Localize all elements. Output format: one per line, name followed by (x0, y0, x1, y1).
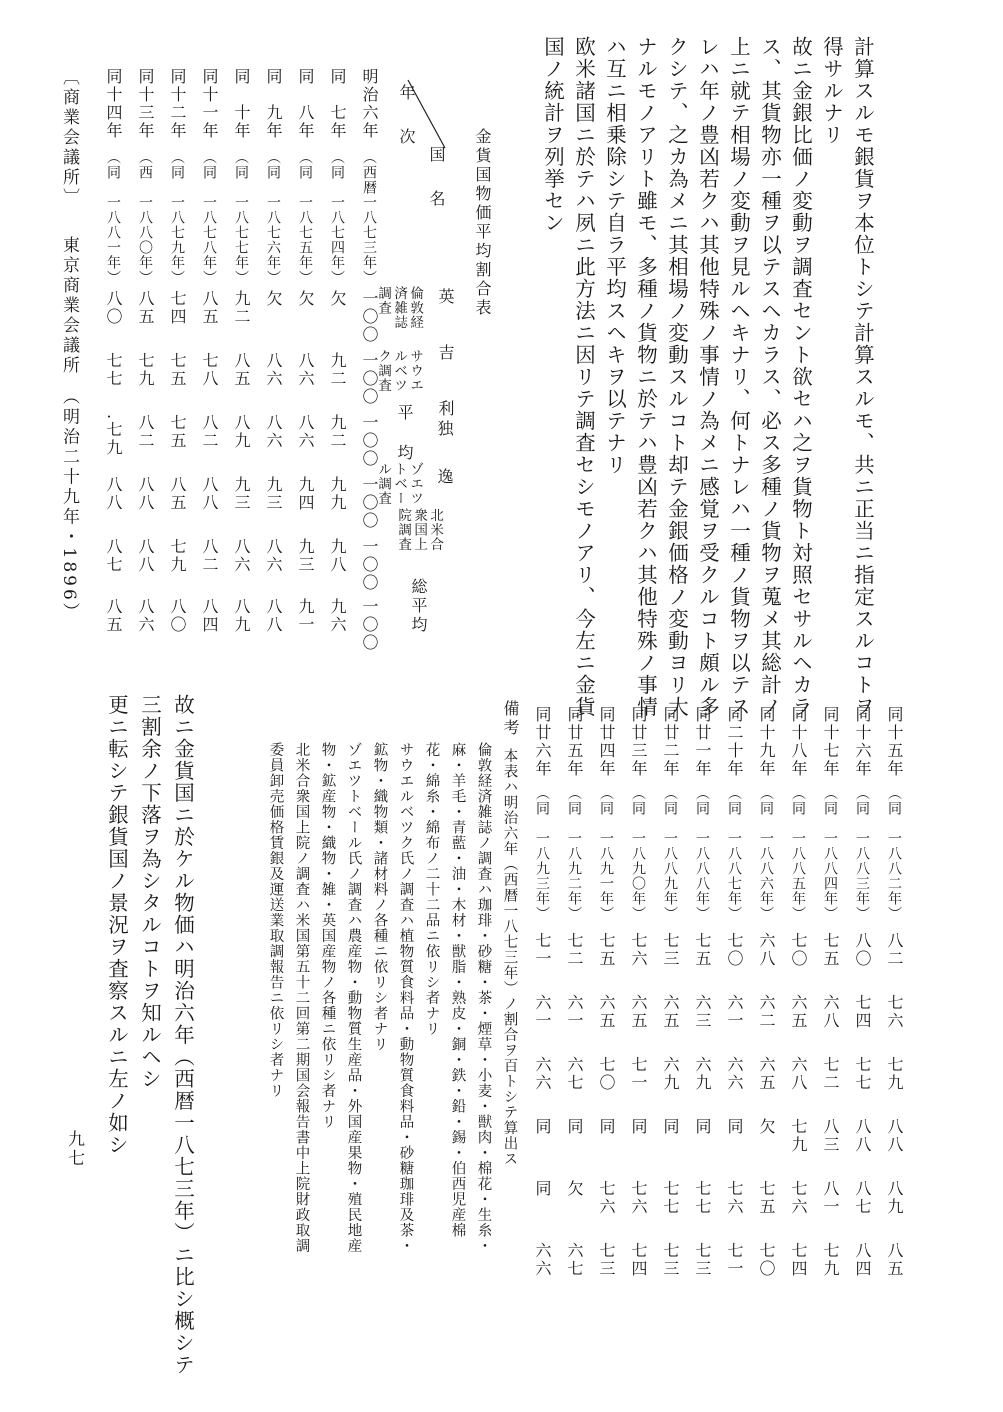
row-average: 八二 (136, 414, 155, 450)
row-western-year: （同 一八八八年） (694, 786, 710, 921)
row-london: 一〇〇 (360, 290, 379, 344)
row-usa: 八六 (232, 538, 251, 574)
row-usa: 八七 (853, 1180, 872, 1216)
row-usa: 九八 (328, 538, 347, 574)
top-line-6: レハ年ノ豊凶若クハ其他特殊ノ事情ノ為メニ感覚ヲ受クルコト頗ル多 (695, 36, 720, 718)
row-western-year: （同 一八八七年） (726, 786, 742, 921)
row-total: 七一 (725, 1242, 744, 1278)
row-soetbeer: 九三 (232, 476, 251, 512)
row-sauer: 六三 (693, 994, 712, 1030)
row-year: 同十四年 (104, 68, 123, 140)
row-year: 同廿一年 (693, 706, 712, 778)
row-average: 八六 (264, 414, 283, 450)
row-sauer: 九二 (328, 352, 347, 388)
row-london: 欠 (296, 290, 315, 308)
row-sauer: 七九 (136, 352, 155, 388)
top-line-7: クシテ、之カ為メニ其相場ノ変動スルコト却テ金銀価格ノ変動ヨリ大 (664, 36, 689, 718)
row-sauer: 六五 (629, 994, 648, 1030)
row-average: 六八 (789, 1056, 808, 1092)
notes-line: 麻・羊毛・青藍・油・木材・獣脂・熟皮・銅・鉄・鉛・錫・伯西児産棉 (449, 742, 466, 1238)
row-western-year: （同 一八八九年） (662, 786, 678, 921)
row-london: 七三 (661, 932, 680, 968)
row-soetbeer: 九三 (264, 476, 283, 512)
row-usa: 七六 (789, 1180, 808, 1216)
row-average: 七一 (629, 1056, 648, 1092)
row-usa: 八六 (264, 538, 283, 574)
row-usa: 七九 (168, 538, 187, 574)
row-average: 七五 (168, 414, 187, 450)
row-sauer: 七四 (853, 994, 872, 1030)
top-line-11: 国ノ統計ヲ列挙セン (540, 36, 565, 234)
top-line-4: ス、其貨物亦一種ヲ以テスヘカラス、必ス多種ノ貨物ヲ蒐メ其総計ノ (757, 36, 782, 718)
row-year: 同十六年 (853, 706, 872, 778)
header-average: 平 均 (395, 404, 414, 464)
row-usa: 七六 (629, 1180, 648, 1216)
row-year: 同廿三年 (629, 706, 648, 778)
notes-line: 委員卸売価格賃銀及運送業取調報告ニ依リシ者ナリ (267, 742, 284, 1099)
notes-line: サウエルベツク氏ノ調査ハ植物質食料品・動物質食料品・砂糖珈琲及茶・ (397, 742, 414, 1254)
row-london: 七〇 (725, 932, 744, 968)
row-western-year: （同 一八八一年） (105, 150, 121, 285)
row-average: 六九 (693, 1056, 712, 1092)
row-london: 八五 (136, 290, 155, 326)
header-london-b: 済雑誌 (391, 286, 408, 330)
row-average: 六五 (757, 1056, 776, 1092)
row-year: 同 十年 (232, 68, 251, 140)
bottom-line-1: 故ニ金貨国ニ於ケル物価ハ明治六年（西暦一八七三年）ニ比シ概シテ (170, 694, 195, 1376)
row-usa: 八八 (136, 538, 155, 574)
row-london: 七五 (597, 932, 616, 968)
row-western-year: （同 一八七五年） (297, 150, 313, 285)
row-year: 同廿五年 (565, 706, 584, 778)
row-average: 七七 (853, 1056, 872, 1092)
top-line-9: ハ互ニ相乗除シテ自ラ平均スヘキヲ以テナリ (602, 36, 627, 476)
row-usa: 七六 (725, 1180, 744, 1216)
row-year: 同十五年 (885, 706, 904, 778)
row-total: 七四 (789, 1242, 808, 1278)
row-average: 七二 (821, 1056, 840, 1092)
row-london: 七五 (693, 932, 712, 968)
row-soetbeer: 同 (629, 1118, 648, 1136)
row-year: 同 八年 (296, 68, 315, 140)
row-average: 六六 (533, 1056, 552, 1092)
row-total: 八九 (232, 598, 251, 634)
row-soetbeer: 八五 (168, 476, 187, 512)
row-sauer: 八六 (264, 352, 283, 388)
row-usa: 七六 (597, 1180, 616, 1216)
row-soetbeer: 九九 (328, 476, 347, 512)
row-total: 八四 (200, 598, 219, 634)
row-london: 八〇 (853, 932, 872, 968)
header-london-a: 倫敦経 (407, 286, 424, 330)
header-sauer-a: サウエ (407, 349, 424, 393)
row-total: 八六 (136, 598, 155, 634)
notes-line: 物・鉱産物・織物・雑・英国産物ノ各種ニ依リシ者ナリ (319, 742, 336, 1130)
notes-line: 鉱物・織物類・諸材料ノ各種ニ依リシ者ナリ (371, 742, 388, 1052)
row-total: 七三 (597, 1242, 616, 1278)
notes-line: 倫敦経済雑誌ノ調査ハ珈琲・砂糖・茶・煙草・小麦・獣肉・棉花・生糸・ (475, 742, 492, 1254)
row-london: 七二 (565, 932, 584, 968)
row-total: 六六 (533, 1242, 552, 1278)
row-western-year: （同 一八七七年） (233, 150, 249, 285)
row-year: 同十三年 (136, 68, 155, 140)
row-year: 明治六年 (360, 68, 379, 140)
row-london: 七〇 (789, 932, 808, 968)
row-year: 同 七年 (328, 68, 347, 140)
row-sauer: 六一 (533, 994, 552, 1030)
row-london: 欠 (328, 290, 347, 308)
row-soetbeer: 一〇〇 (360, 476, 379, 530)
row-soetbeer: 八八 (104, 476, 123, 512)
row-london: 欠 (264, 290, 283, 308)
row-sauer: 八六 (296, 352, 315, 388)
row-sauer: 六八 (821, 994, 840, 1030)
row-western-year: （同 一八七四年） (329, 150, 345, 285)
row-year: 同廿六年 (533, 706, 552, 778)
row-usa: 八九 (885, 1180, 904, 1216)
header-london-c: 調査 (375, 286, 392, 315)
row-usa: 七七 (693, 1180, 712, 1216)
row-usa: 欠 (565, 1180, 584, 1198)
top-line-2: 得サルナリ (819, 36, 844, 146)
row-total: 一〇〇 (360, 598, 379, 652)
row-usa: 八二 (200, 538, 219, 574)
row-total: 七三 (661, 1242, 680, 1278)
row-sauer: 六一 (565, 994, 584, 1030)
row-sauer: 八五 (232, 352, 251, 388)
footer-source-text: 東京商業会議所 （明治二十九年・1896） (59, 236, 79, 623)
top-line-10: 欧米諸国ニ於テハ夙ニ此方法ニ因リテ調査セシモノアリ、今左ニ金貨 (571, 36, 596, 718)
top-line-5: 上ニ就テ相場ノ変動ヲ見ルヘキナリ、何トナレハ一種ノ貨物ヲ以テス (726, 36, 751, 718)
top-line-3: 故ニ金銀比価ノ変動ヲ調査セント欲セハ之ヲ貨物ト対照セサルヘカラ (788, 36, 813, 718)
row-soetbeer: 七九 (789, 1118, 808, 1154)
row-london: 八五 (200, 290, 219, 326)
row-year: 同十八年 (789, 706, 808, 778)
row-sauer: 一〇〇 (360, 352, 379, 406)
row-total: 六七 (565, 1242, 584, 1278)
row-western-year: （同 一八九二年） (566, 786, 582, 921)
row-soetbeer: 同 (725, 1118, 744, 1136)
row-soetbeer: 九四 (296, 476, 315, 512)
bottom-line-2: 三割余ノ下落ヲ為シタルコトヲ知ルヘシ (137, 694, 162, 1090)
row-sauer: 七五 (168, 352, 187, 388)
row-soetbeer: 八八 (853, 1118, 872, 1154)
notes-label: 備考 (501, 700, 520, 738)
row-average: 六九 (661, 1056, 680, 1092)
row-sauer: 六五 (661, 994, 680, 1030)
row-london: 九二 (232, 290, 251, 326)
row-soetbeer: 八三 (821, 1118, 840, 1154)
header-soetbeer-c: ル調査 (375, 462, 392, 506)
row-year: 同十七年 (821, 706, 840, 778)
header-total-average: 総平均 (409, 578, 428, 635)
row-soetbeer: 同 (565, 1118, 584, 1136)
row-london: 八二 (885, 932, 904, 968)
row-western-year: （同 一八九一年） (598, 786, 614, 921)
row-soetbeer: 八八 (136, 476, 155, 512)
row-average: 六七 (565, 1056, 584, 1092)
row-total: 八五 (104, 598, 123, 634)
header-germany: 独 逸 (435, 420, 454, 492)
row-soetbeer: 八八 (885, 1118, 904, 1154)
row-total: 七九 (821, 1242, 840, 1278)
row-total: 八〇 (168, 598, 187, 634)
row-sauer: 六二 (757, 994, 776, 1030)
row-western-year: （同 一八七九年） (169, 150, 185, 285)
row-western-year: （西 一八八〇年） (137, 150, 153, 285)
row-year: 同 九年 (264, 68, 283, 140)
row-western-year: （同 一八八六年） (758, 786, 774, 921)
header-year-label: 年 次 (397, 84, 416, 150)
row-sauer: 六五 (597, 994, 616, 1030)
row-london: 六八 (757, 932, 776, 968)
header-usa-b: 衆国上 (411, 508, 428, 552)
row-average: .七九 (104, 414, 123, 458)
row-usa: 七五 (757, 1180, 776, 1216)
row-sauer: 七七 (104, 352, 123, 388)
row-total: 七四 (629, 1242, 648, 1278)
footer-source-tag: 〔商業会議所〕 (59, 68, 79, 208)
notes-line: ゾエツトベール氏ノ調査ハ農産物・動物質生産品・外国産果物・殖民地産 (345, 742, 362, 1254)
row-total: 七〇 (757, 1242, 776, 1278)
row-usa: 九三 (296, 538, 315, 574)
row-year: 同十九年 (757, 706, 776, 778)
header-soetbeer-b: トベー (391, 462, 408, 506)
bottom-line-3: 更ニ転シテ銀貨国ノ景況ヲ査察スルニ左ノ如シ (104, 694, 129, 1156)
row-western-year: （同 一八八二年） (886, 786, 902, 921)
row-year: 同廿四年 (597, 706, 616, 778)
row-london: 七六 (629, 932, 648, 968)
row-sauer: 七六 (885, 994, 904, 1030)
page-number: 九七 (64, 1130, 84, 1168)
header-sauer-b: ルベツ (391, 349, 408, 393)
notes-line: 花・綿糸・綿布ノ二十二品ニ依リシ者ナリ (423, 742, 440, 1037)
row-usa: 七七 (661, 1180, 680, 1216)
row-sauer: 六一 (725, 994, 744, 1030)
row-london: 七四 (168, 290, 187, 326)
row-london: 七五 (821, 932, 840, 968)
row-year: 同十二年 (168, 68, 187, 140)
row-average: 一〇〇 (360, 414, 379, 468)
row-soetbeer: 同 (597, 1118, 616, 1136)
row-soetbeer: 同 (693, 1118, 712, 1136)
row-western-year: （同 一八八三年） (854, 786, 870, 921)
row-sauer: 七八 (200, 352, 219, 388)
row-average: 九二 (328, 414, 347, 450)
table-title: 金貨国物価平均割合表 (473, 128, 492, 318)
row-total: 八四 (853, 1242, 872, 1278)
row-usa: 八七 (104, 538, 123, 574)
row-soetbeer: 八八 (200, 476, 219, 512)
row-western-year: （同 一八七六年） (265, 150, 281, 285)
row-total: 九六 (328, 598, 347, 634)
header-soetbeer-a: ゾエツ (407, 462, 424, 506)
header-usa-c: 院調査 (395, 508, 412, 552)
row-soetbeer: 同 (533, 1118, 552, 1136)
notes-line: 本表ハ明治六年（西暦一八七三年）ノ割合ヲ百トシテ算出ス (501, 748, 518, 1167)
top-line-8: ナルモノアリト雖モ、多種ノ貨物ニ於テハ豊凶若クハ其他特殊ノ事情 (633, 36, 658, 718)
row-total: 八五 (885, 1242, 904, 1278)
row-average: 七九 (885, 1056, 904, 1092)
row-year: 同廿二年 (661, 706, 680, 778)
top-line-1: 計算スルモ銀貨ヲ本位トシテ計算スルモ、共ニ正当ニ指定スルコトヲ (850, 36, 875, 718)
header-england: 英 吉 利 (436, 288, 455, 428)
row-western-year: （同 一八七八年） (201, 150, 217, 285)
row-london: 八〇 (104, 290, 123, 326)
row-london: 七一 (533, 932, 552, 968)
row-usa: 一〇〇 (360, 538, 379, 592)
header-usa-a: 北米合 (427, 508, 444, 552)
row-western-year: （同 一八八五年） (790, 786, 806, 921)
row-average: 八六 (296, 414, 315, 450)
header-sauer-c: ク調査 (375, 349, 392, 393)
row-soetbeer: 欠 (757, 1118, 776, 1136)
row-average: 八二 (200, 414, 219, 450)
row-total: 八八 (264, 598, 283, 634)
row-western-year: （同 一八八四年） (822, 786, 838, 921)
row-usa: 八一 (821, 1180, 840, 1216)
header-country-label: 国 名 (427, 146, 446, 212)
row-total: 七三 (693, 1242, 712, 1278)
row-average: 七〇 (597, 1056, 616, 1092)
row-average: 六六 (725, 1056, 744, 1092)
row-western-year: （同 一八九〇年） (630, 786, 646, 921)
notes-line: 北米合衆国上院ノ調査ハ米国第五十二回第二期国会報告書中上院財政取調 (293, 742, 310, 1254)
row-year: 同十一年 (200, 68, 219, 140)
row-total: 九一 (296, 598, 315, 634)
row-year: 同二十年 (725, 706, 744, 778)
row-sauer: 六五 (789, 994, 808, 1030)
row-western-year: （同 一八九三年） (534, 786, 550, 921)
row-western-year: （西暦一八七三年） (361, 150, 377, 285)
row-average: 八九 (232, 414, 251, 450)
row-usa: 同 (533, 1180, 552, 1198)
row-soetbeer: 同 (661, 1118, 680, 1136)
